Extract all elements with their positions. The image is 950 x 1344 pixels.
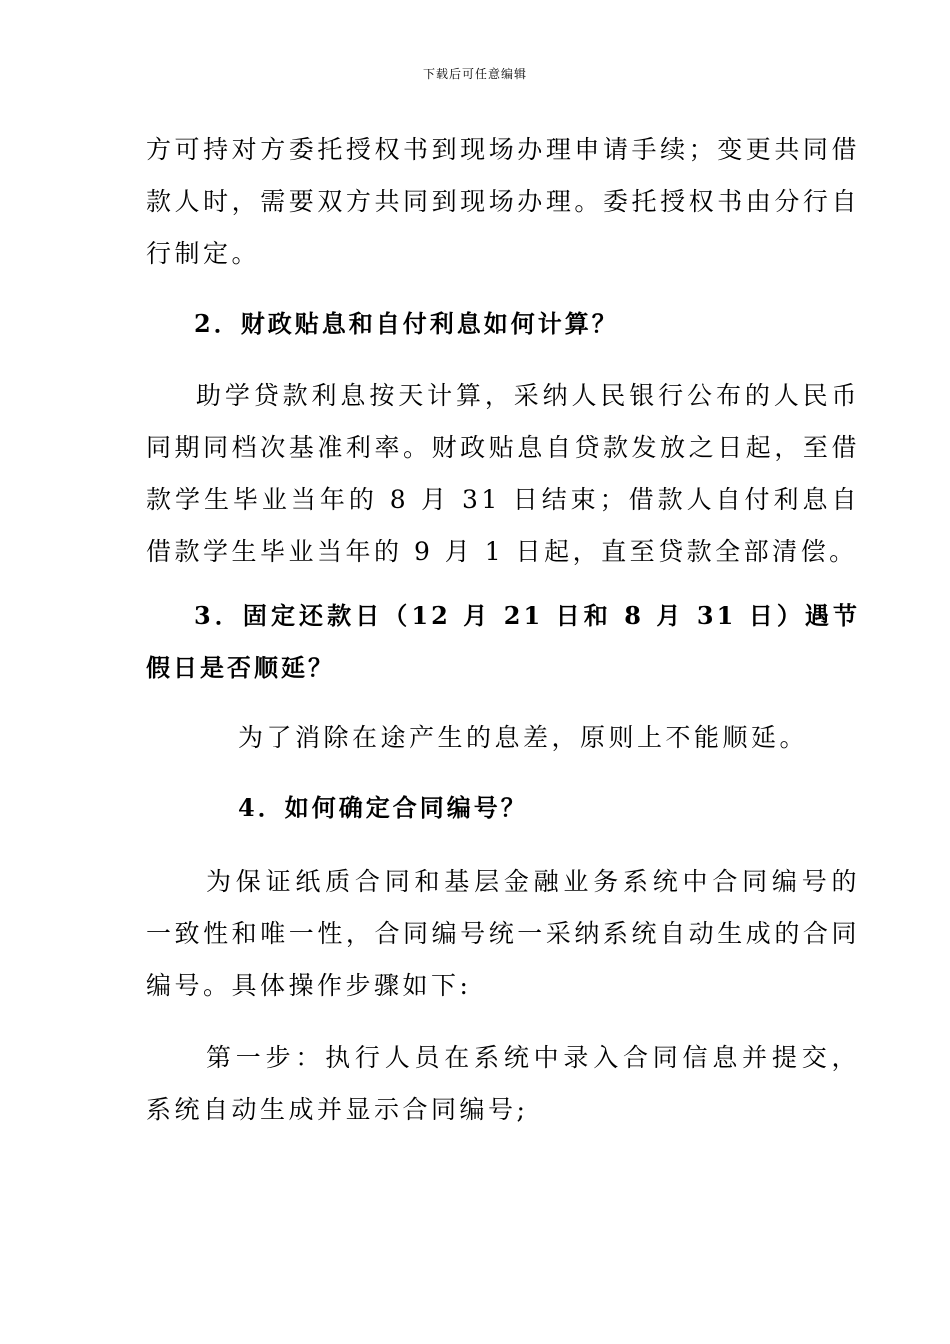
paragraph-interest-calculation: 助学贷款利息按天计算，采纳人民银行公布的人民币同期同档次基准利率。财政贴息自贷款发放之日起，至借款学生毕业当年的 8 月 31 日结束；借款人自付利息自借款学生毕业当年的 9 月 1 日起，直至贷款全部清偿。 [146,381,860,566]
page-header: 下载后可任意编辑 [422,67,527,81]
paragraph-repayment-holiday: 为了消除在途产生的息差，原则上不能顺延。 [238,723,809,752]
paragraph-contract-number: 为保证纸质合同和基层金融业务系统中合同编号的一致性和唯一性，合同编号统一采纳系统自动生成的合同编号。具体操作步骤如下: [146,867,860,1000]
heading-interest-calculation: 2．财政贴息和自付利息如何计算？ [194,309,619,338]
paragraph-step-one: 第一步：执行人员在系统中录入合同信息并提交，系统自动生成并显示合同编号; [146,1043,860,1124]
paragraph-authorization: 方可持对方委托授权书到现场办理申请手续；变更共同借款人时，需要双方共同到现场办理。委托授权书由分行自行制定。 [146,135,860,268]
heading-contract-number: 4．如何确定合同编号？ [238,793,528,822]
heading-repayment-holiday: 3．固定还款日（12 月 21 日和 8 月 31 日）遇节假日是否顺延？ [146,601,860,682]
